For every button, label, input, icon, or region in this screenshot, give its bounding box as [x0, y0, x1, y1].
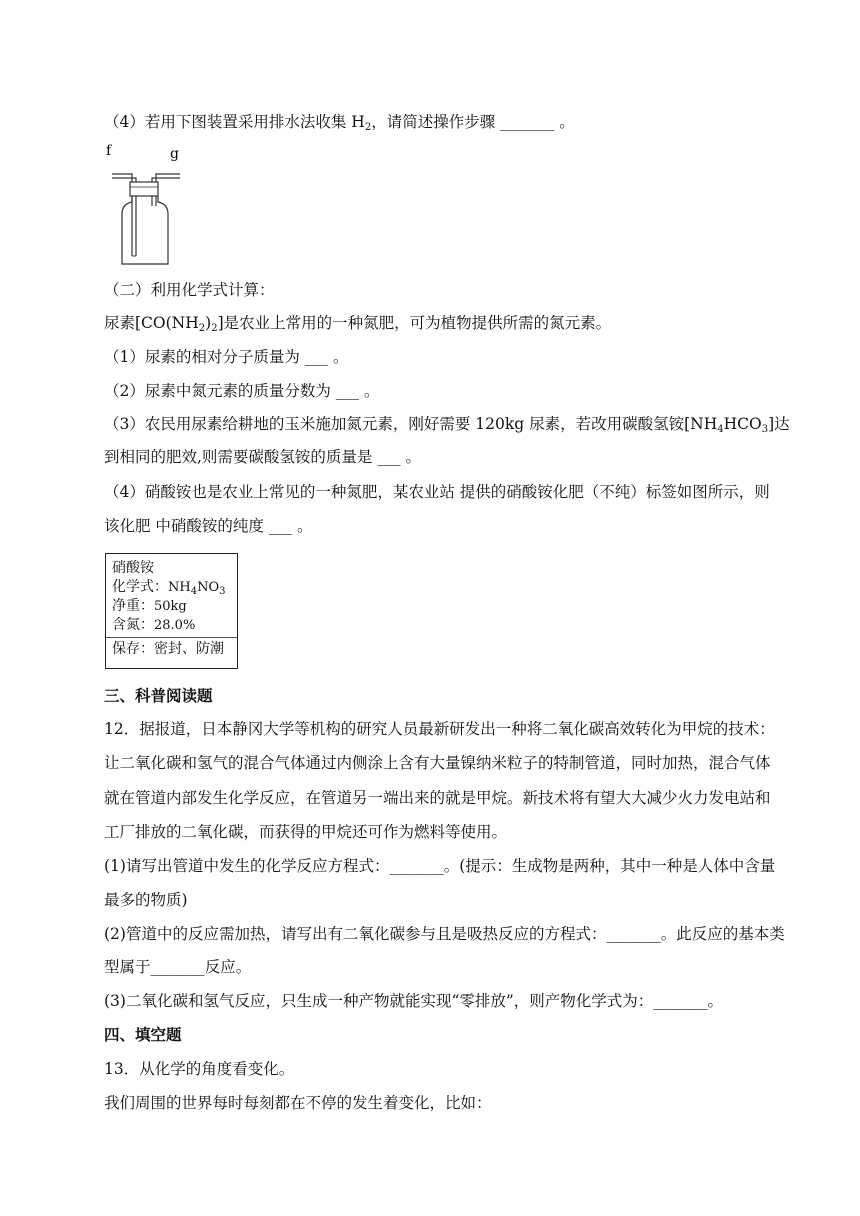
question-collect-h2: （4）若用下图装置采用排水法收集 $H_2$，请简述操作步骤 _______ 。 [104, 113, 575, 133]
q13-line1: 13．从化学的角度看变化。 [104, 1060, 295, 1078]
section-4-title: 四、填空题 [104, 1025, 182, 1044]
q12-line2: 让二氧化碳和氢气的混合气体通过内侧涂上含有大量镍纳米粒子的特制管道，同时加热，混合气体 [104, 754, 771, 772]
urea-question-4-line1: （4）硝酸铵也是农业上常见的一种氮肥，某农业站 提供的硝酸铵化肥（不纯）标签如图所示，则 [104, 483, 770, 501]
q13-line2: 我们周围的世界每时每刻都在不停的发生着变化，比如： [104, 1094, 492, 1112]
section-3-title: 三、科普阅读题 [104, 686, 213, 705]
urea-question-4-line2: 该化肥 中硝酸铵的纯度 ___ 。 [104, 517, 313, 535]
label-divider [106, 637, 237, 638]
q12-line3: 就在管道内部发生化学反应，在管道另一端出来的就是甲烷。新技术将有望大大减少火力发电站和 [104, 789, 771, 807]
q12-line4: 工厂排放的二氧化碳，而获得的甲烷还可作为燃料等使用。 [104, 823, 508, 841]
section-2-title: （二）利用化学式计算： [104, 281, 275, 299]
urea-question-3-line1: （3）农民用尿素给耕地的玉米施加氮元素，刚好需要 120kg 尿素，若改用碳酸氢铵$[NH_4HCO_3]$达 [104, 415, 790, 435]
urea-question-3-line2: 到相同的肥效,则需要碳酸氢铵的质量是 ___ 。 [104, 448, 422, 466]
bottle-label-g: g [170, 146, 179, 162]
q12-sub2-line1: (2)管道中的反应需加热，请写出有二氧化碳参与且是吸热反应的方程式：_______。此反应的基本类 [104, 925, 785, 943]
gas-bottle-diagram [104, 140, 188, 268]
fertilizer-label [105, 553, 238, 669]
q12-line1: 12．据报道，日本静冈大学等机构的研究人员最新研发出一种将二氧化碳高效转化为甲烷的技术： [104, 720, 775, 738]
fertilizer-formula: 化学式：$NH_4NO_3$ [112, 579, 226, 597]
fertilizer-name: 硝酸铵 [112, 560, 154, 576]
q12-sub3: (3)二氧化碳和氢气反应，只生成一种产物就能实现“零排放”，则产物化学式为：_______。 [104, 992, 724, 1010]
fertilizer-nitrogen: 含氮：28.0% [112, 617, 196, 633]
q12-sub2-line2: 型属于_______反应。 [104, 958, 252, 976]
urea-intro: 尿素$[CO(NH_2)_2]$是农业上常用的一种氮肥，可为植物提供所需的氮元素。 [104, 314, 612, 334]
q12-sub1-line2: 最多的物质) [104, 891, 188, 909]
q12-sub1-line1: (1)请写出管道中发生的化学反应方程式：_______。(提示：生成物是两种，其中一种是人体中含量 [104, 857, 776, 875]
fertilizer-weight: 净重：50kg [112, 598, 187, 614]
urea-question-2: （2）尿素中氮元素的质量分数为 ___ 。 [104, 382, 380, 400]
fertilizer-storage: 保存：密封、防潮 [112, 641, 224, 657]
bottle-label-f: f [106, 143, 112, 159]
urea-question-1: （1）尿素的相对分子质量为 ___ 。 [104, 348, 349, 366]
